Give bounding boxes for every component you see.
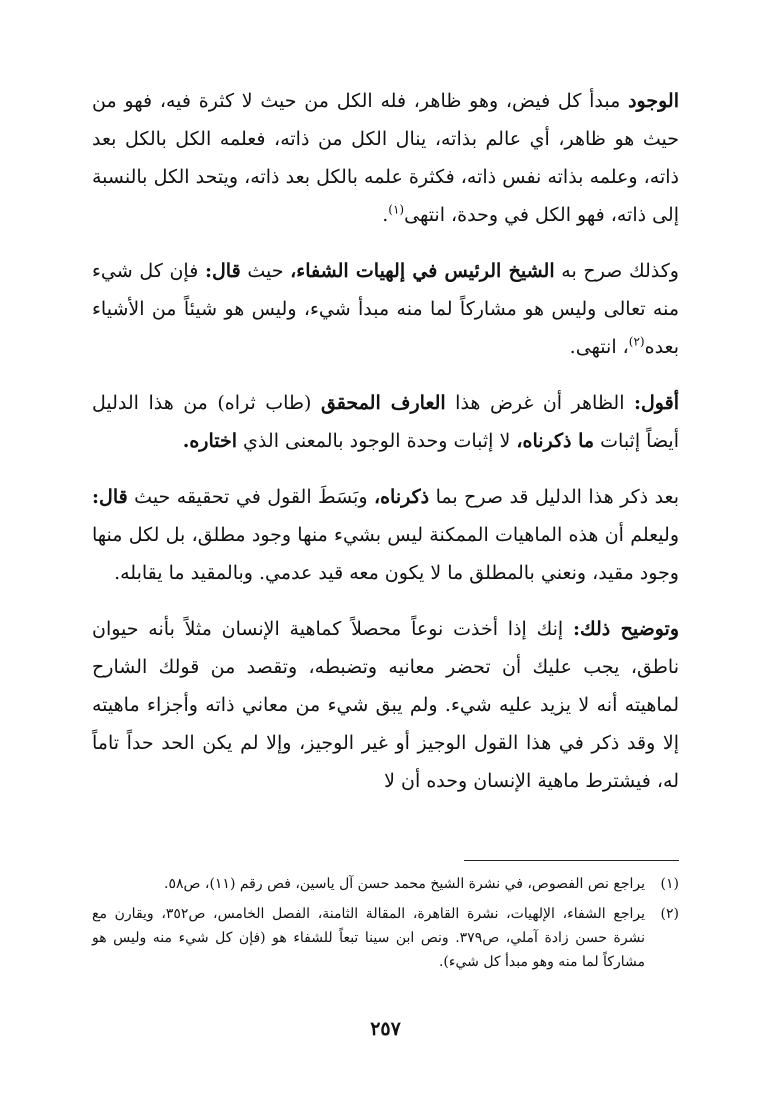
footnote-text: يراجع نص الفصوص، في نشرة الشيخ محمد حسن آل ياسين، فص رقم (١١)، ص٥٨.: [164, 876, 645, 892]
paragraph: [92, 610, 679, 800]
text-run: وكذلك صرح به: [554, 260, 679, 282]
footnote-2: [92, 902, 679, 974]
text-run: وليعلم أن هذه الماهيات الممكنة ليس بشيء منها وجود مطلق، بل لكل منها وجود مقيد، ونعني بالمطلق ما لا يكون معه قيد عدمي. وبالمقيد ما يقابله.: [92, 524, 679, 584]
footnote-1: [92, 872, 679, 896]
footnote-ref: (٢): [628, 334, 645, 349]
bold-run: اختاره.: [182, 430, 238, 452]
text-run: بعد ذكر هذا الدليل قد صرح بما: [429, 486, 679, 508]
text-run: إنك إذا أخذت نوعاً محصلاً كماهية الإنسان مثلاً بأنه حيوان ناطق، يجب عليك أن تحضر معانيه وتضبطه، وتقصد من قولك الشارح لماهيته أنه لا يزيد عليه شيء. ولم يبق شيء من معاني ذاته وأجزاء ماهيته إلا وقد ذكر في هذا القول الوجيز أو غير الوجيز، وإلا لم يكن الحد حداً تاماً له، فيشترط ماهية الإنسان وحده أن لا: [92, 618, 679, 792]
text-run: لا إثبات وحدة الوجود بالمعنى الذي: [237, 430, 517, 452]
text-run: ، انتهى.: [569, 336, 629, 358]
bold-run: الشيخ الرئيس في إلهيات الشفاء،: [290, 260, 555, 282]
text-run: وبَسَطَ القول في تحقيقه حيث: [127, 486, 374, 508]
footnote-separator: [464, 860, 679, 861]
bold-run: وتوضيح ذلك:: [572, 618, 679, 640]
paragraph: [92, 82, 679, 234]
footnote-ref: (١): [388, 202, 405, 217]
text-run: الظاهر أن غرض هذا: [445, 392, 634, 414]
paragraph: [92, 252, 679, 366]
footnotes: [92, 872, 679, 980]
bold-run: قال:: [92, 486, 128, 508]
bold-run: قال:: [204, 260, 241, 282]
text-run: مبدأ كل فيض، وهو ظاهر، فله الكل من حيث لا كثرة فيه، فهو من حيث هو ظاهر، أي عالم بذاته، ينال الكل من ذاته، فعلمه الكل بالكل بعد ذاته، وعلمه بذاته نفس ذاته، فكثرة علمه بالكل بعد ذاته، ويتحد الكل بالنسبة إلى ذاته، فهو الكل في وحدة، انتهى: [92, 90, 679, 226]
bold-run: ذكرناه،: [373, 486, 430, 508]
footnote-number: (١): [660, 876, 679, 892]
footnote-number: (٢): [660, 906, 679, 922]
paragraph: [92, 478, 679, 592]
bold-run: الوجود: [628, 90, 679, 112]
text-run: حيث: [240, 260, 291, 282]
main-text: [92, 82, 679, 800]
bold-run: أقول:: [633, 392, 679, 414]
text-run: (طاب ثراه) من هذا الدليل أيضاً إثبات: [92, 392, 679, 452]
paragraph: [92, 384, 679, 460]
page-number: ٢٥٧: [370, 1018, 401, 1040]
bold-run: العارف المحقق: [320, 392, 446, 414]
footnote-text: يراجع الشفاء، الإلهيات، نشرة القاهرة، المقالة الثامنة، الفصل الخامس، ص٣٥٢، ويقارن مع نشرة حسن زادة آملي، ص٣٧٩. ونص ابن سينا تبعاً للشفاء هو (فإن كل شيء منه وليس هو مشاركاً لما منه وهو مبدأ كل شيء).: [92, 906, 645, 970]
text-run: فإن كل شيء منه تعالى وليس هو مشاركاً لما منه مبدأ شيء، وليس هو شيئاً من الأشياء بعده: [92, 260, 679, 358]
text-run: .: [382, 204, 389, 226]
bold-run: ما ذكرناه،: [516, 430, 595, 452]
